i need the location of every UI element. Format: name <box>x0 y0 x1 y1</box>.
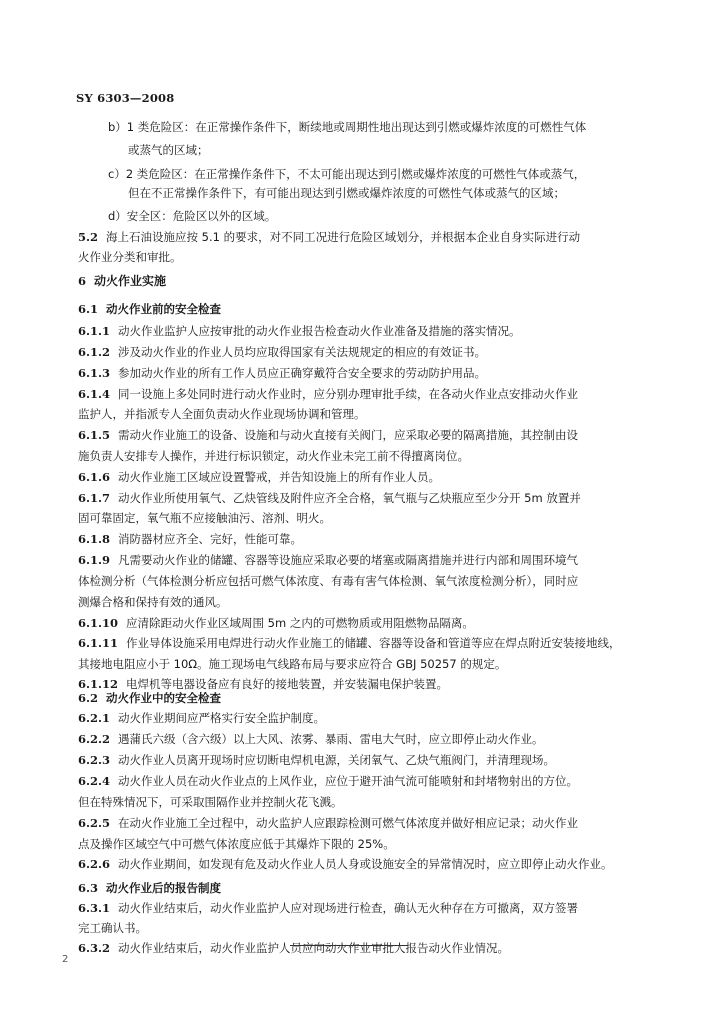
clause-number: 6.1.6 <box>78 470 111 484</box>
clause-number: 6.1.12 <box>78 677 119 691</box>
clause-6-2-6 <box>78 856 613 872</box>
clause-text: 动火作业人员在动火作业点的上风作业，应位于避开油气流可能喷射和封堵物射出的方位。 <box>118 774 579 788</box>
clause-continuation-line <box>78 249 182 265</box>
clause-number: 6.1.10 <box>78 616 119 630</box>
clause-6-3-2 <box>78 940 509 956</box>
clause-text: c）2 类危险区：在正常操作条件下，不太可能出现达到引燃或爆炸浓度的可燃性气体或蒸气， <box>108 167 586 181</box>
clause-number: 6.1.7 <box>78 491 111 505</box>
clause-text: 电焊机等电器设备应有良好的接地装置，并安装漏电保护装置。 <box>126 677 449 691</box>
clause-6-1-3 <box>78 365 486 381</box>
clause-number: 6.1.4 <box>78 387 111 401</box>
clause-text: 动火作业人员离开现场时应切断电焊机电源，关闭氧气、乙炔气瓶阀门，并清理现场。 <box>118 753 556 767</box>
clause-6-1-10 <box>78 615 474 631</box>
clause-number: 6.2.5 <box>78 816 111 830</box>
clause-text: 消防器材应齐全、完好，性能可靠。 <box>118 532 303 546</box>
clause-continuation-line <box>78 448 469 464</box>
clause-6-1-7 <box>78 490 581 506</box>
clause-text: 或蒸气的区域； <box>128 143 209 157</box>
clause-text: 动火作业中的安全检查 <box>106 691 222 705</box>
clause-number: 6.1 <box>78 302 99 316</box>
clause-text: 作业导体设施采用电焊进行动火作业施工的储罐、容器等设备和管道等应在焊点附近安装接地线， <box>126 636 621 650</box>
clause-text: b）1 类危险区：在正常操作条件下，断续地或周期性地出现达到引燃或爆炸浓度的可燃性气体 <box>108 120 587 134</box>
clause-number: 5.2 <box>78 230 99 244</box>
clause-number: 6.1.2 <box>78 345 111 359</box>
clause-text: 动火作业实施 <box>94 274 167 288</box>
clause-text: 参加动火作业的所有工作人员应正确穿戴符合安全要求的劳动防护用品。 <box>118 366 487 380</box>
clause-text: 海上石油设施应按 5.1 的要求，对不同工况进行危险区域划分，并根据本企业自身实际进行动 <box>106 230 581 244</box>
clause-6 <box>78 273 166 289</box>
clause-number: 6.1.1 <box>78 324 111 338</box>
clause-number: 6.1.3 <box>78 366 111 380</box>
clause-text: 动火作业期间应严格实行安全监护制度。 <box>118 711 326 725</box>
page-number: 2 <box>62 954 69 965</box>
clause-continuation-line <box>108 119 586 135</box>
clause-6-1-6 <box>78 469 440 485</box>
clause-text: 其接地电阻应小于 10Ω。施工现场电气线路布局与要求应符合 GBJ 50257 的规定。 <box>78 657 507 671</box>
clause-6-2-4 <box>78 773 578 789</box>
clause-number: 6 <box>78 274 87 288</box>
clause-number: 6.2.3 <box>78 753 111 767</box>
clause-6-2-5 <box>78 815 578 831</box>
clause-text: 监护人，并指派专人全面负责动火作业现场协调和管理。 <box>78 407 366 421</box>
clause-text: 动火作业所使用氧气、乙炔管线及附件应齐全合格，氧气瓶与乙炔瓶应至少分开 5m 放置并 <box>118 491 581 505</box>
clause-continuation-line <box>78 656 506 672</box>
clause-text: 动火作业施工区域应设置警戒，并告知设施上的所有作业人员。 <box>118 470 441 484</box>
clause-5-2 <box>78 229 580 245</box>
clause-continuation-line <box>78 594 228 610</box>
clause-number: 6.2.4 <box>78 774 111 788</box>
clause-continuation-line <box>78 836 395 852</box>
clause-number: 6.1.5 <box>78 428 111 442</box>
clause-text: 固可靠固定，氧气瓶不应接触油污、溶剂、明火。 <box>78 511 331 525</box>
clause-6-2-1 <box>78 710 325 726</box>
clause-6-2 <box>78 690 221 706</box>
clause-text: d）安全区：危险区以外的区域。 <box>108 209 277 223</box>
clause-continuation-line <box>108 208 276 224</box>
clause-continuation-line <box>78 794 343 810</box>
clause-text: 动火作业后的报告制度 <box>106 881 222 895</box>
clause-6-3-1 <box>78 900 578 916</box>
clause-text: 完工确认书。 <box>78 921 147 935</box>
clause-text: 动火作业监护人应按审批的动火作业报告检查动火作业准备及措施的落实情况。 <box>118 324 521 338</box>
clause-number: 6.1.9 <box>78 553 111 567</box>
clause-text: 施负责人安排专人操作，并进行标识锁定，动火作业未完工前不得擅离岗位。 <box>78 449 469 463</box>
clause-6-3 <box>78 880 221 896</box>
clause-6-1-1 <box>78 323 521 339</box>
clause-text: 动火作业期间，如发现有危及动火作业人员人身或设施安全的异常情况时，应立即停止动火作业。 <box>118 857 613 871</box>
page-header-standard-code: SY 6303—2008 <box>76 91 175 105</box>
clause-number: 6.2.2 <box>78 732 111 746</box>
footer-rule <box>290 945 408 946</box>
clause-text: 体检测分析（气体检测分析应包括可燃气体浓度、有毒有害气体检测、氧气浓度检测分析），同时应 <box>78 574 579 588</box>
clause-number: 6.2.6 <box>78 857 111 871</box>
clause-text: 但在特殊情况下，可采取围隔作业并控制火花飞溅。 <box>78 795 343 809</box>
clause-number: 6.3 <box>78 881 99 895</box>
clause-text: 测爆合格和保持有效的通风。 <box>78 595 228 609</box>
clause-6-1-5 <box>78 427 578 443</box>
clause-number: 6.3.2 <box>78 941 111 955</box>
clause-continuation-line <box>78 406 366 422</box>
clause-text: 动火作业前的安全检查 <box>106 302 222 316</box>
clause-number: 6.1.11 <box>78 636 119 650</box>
clause-6-1-11 <box>78 635 621 651</box>
clause-6-1-9 <box>78 552 578 568</box>
clause-number: 6.2 <box>78 691 99 705</box>
clause-text: 动火作业结束后，动火作业监护人应对现场进行检查，确认无火种存在方可撤离，双方签署 <box>118 901 579 915</box>
clause-text: 在动火作业施工全过程中，动火监护人应跟踪检测可燃气体浓度并做好相应记录；动火作业 <box>118 816 579 830</box>
clause-continuation-line <box>78 573 578 589</box>
clause-text: 同一设施上多处同时进行动火作业时，应分别办理审批手续，在各动火作业点安排动火作业 <box>118 387 579 401</box>
clause-continuation-line <box>78 920 147 936</box>
clause-number: 6.3.1 <box>78 901 111 915</box>
clause-text: 涉及动火作业的作业人员均应取得国家有关法规规定的相应的有效证书。 <box>118 345 487 359</box>
clause-6-1-2 <box>78 344 486 360</box>
clause-text: 动火作业结束后，动火作业监护人员应向动火作业审批人报告动火作业情况。 <box>118 941 510 955</box>
clause-text: 凡需要动火作业的储罐、容器等设施应采取必要的堵塞或隔离措施并进行内部和周围环境气 <box>118 553 579 567</box>
clause-6-2-3 <box>78 752 555 768</box>
clause-6-2-2 <box>78 731 544 747</box>
clause-text: 但在不正常操作条件下，有可能出现达到引燃或爆炸浓度的可燃性气体或蒸气的区域； <box>128 186 565 200</box>
clause-6-1-4 <box>78 386 578 402</box>
clause-continuation-line <box>128 142 209 158</box>
clause-text: 遇蒲氏六级（含六级）以上大风、浓雾、暴雨、雷电大气时，应立即停止动火作业。 <box>118 732 544 746</box>
clause-continuation-line <box>108 166 585 182</box>
clause-6-1-8 <box>78 531 302 547</box>
clause-number: 6.1.8 <box>78 532 111 546</box>
clause-text: 需动火作业施工的设备、设施和与动火直接有关阀门，应采取必要的隔离措施，其控制由设 <box>118 428 579 442</box>
clause-continuation-line <box>78 510 331 526</box>
clause-number: 6.2.1 <box>78 711 111 725</box>
clause-text: 火作业分类和审批。 <box>78 250 182 264</box>
clause-continuation-line <box>128 185 565 201</box>
clause-text: 点及操作区域空气中可燃气体浓度应低于其爆炸下限的 25%。 <box>78 837 395 851</box>
clause-text: 应清除距动火作业区域周围 5m 之内的可燃物质或用阻燃物品隔离。 <box>126 616 474 630</box>
clause-6-1 <box>78 301 221 317</box>
